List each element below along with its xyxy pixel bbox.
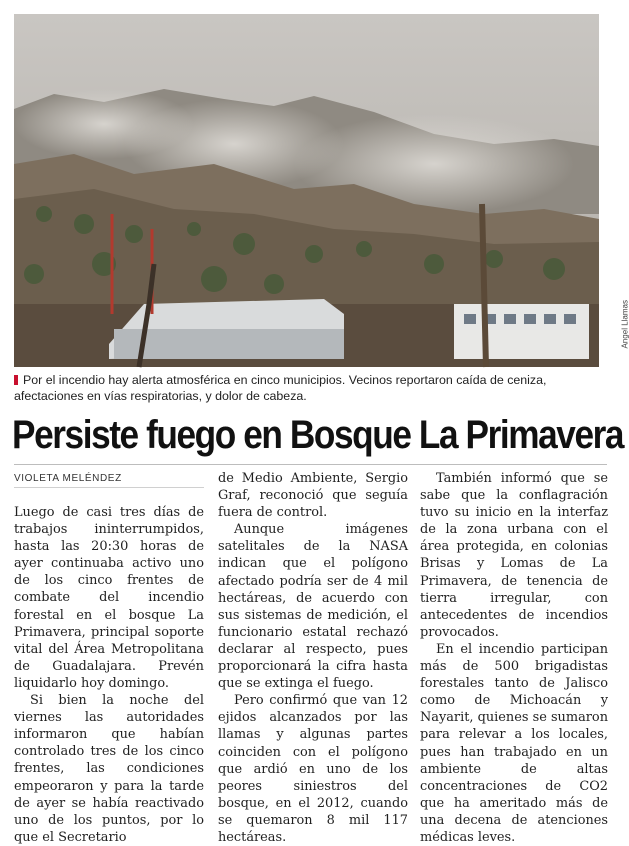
byline: VIOLETA MELÉNDEZ (14, 470, 204, 488)
forest-fire-photo (14, 14, 599, 367)
article-column-3 (420, 470, 608, 846)
article-column-2 (218, 470, 408, 846)
paragraph: Luego de casi tres días de trabajos ininterrumpidos, hasta las 20:30 horas de ayer continuaba activo uno de los cinco frentes de combate del incendio forestal en el bosque La Primavera, principal soporte vital del Área Metropolitana de Guadalajara. Prevén liquidarlo hoy domingo. (14, 505, 204, 691)
photo-credit: Angel Llamas (620, 300, 629, 349)
paragraph: Aunque imágenes satelitales de la NASA indican que el polígono afectado podría ser de 4 mil hectáreas, de acuerdo con sus sistemas de medición, el funcionario estatal rechazó declarar al respecto, pues proporcionará la cifra hasta que se extinga el fuego. (218, 522, 408, 692)
headline: Persiste fuego en Bosque La Primavera (12, 413, 624, 457)
headline-divider (14, 464, 607, 465)
paragraph: Si bien la noche del viernes las autoridades informaron que habían controlado tres de los cinco frentes, las condiciones empeoraron y para la tarde de ayer se había reactivado uno de los puntos, por lo que el Secretario (14, 693, 204, 845)
paragraph: Pero confirmó que van 12 ejidos alcanzados por las llamas y algunas partes coinciden con el polígono que ardió en uno de los peores siniestros del bosque, en el 2012, cuando se quemaron 8 mil 117 hectáreas. (218, 693, 408, 845)
photo-caption (14, 372, 606, 404)
caption-marker-icon (14, 375, 18, 385)
article-photo (14, 14, 599, 367)
article-column-1 (14, 470, 204, 846)
paragraph: de Medio Ambiente, Sergio Graf, reconoció que seguía fuera de control. (218, 471, 408, 521)
caption-text: Por el incendio hay alerta atmosférica en cinco municipios. Vecinos reportaron caída de ceniza, afectaciones en vías respiratorias, y dolor de cabeza. (14, 373, 547, 403)
paragraph: También informó que se sabe que la conflagración tuvo su inicio en la interfaz de la zona urbana con el área protegida, en colonias Brisas y Lomas de La Primavera, de tenencia de tierra irregular, con antecedentes de incendios provocados. (420, 471, 608, 640)
paragraph: En el incendio participan más de 500 brigadistas forestales tanto de Jalisco como de Michoacán y Nayarit, quienes se sumaron para relevar a los locales, pues han trabajado en un ambiente de altas concentraciones de CO2 que ha ameritado más de una decena de atenciones médicas leves. (420, 641, 608, 845)
